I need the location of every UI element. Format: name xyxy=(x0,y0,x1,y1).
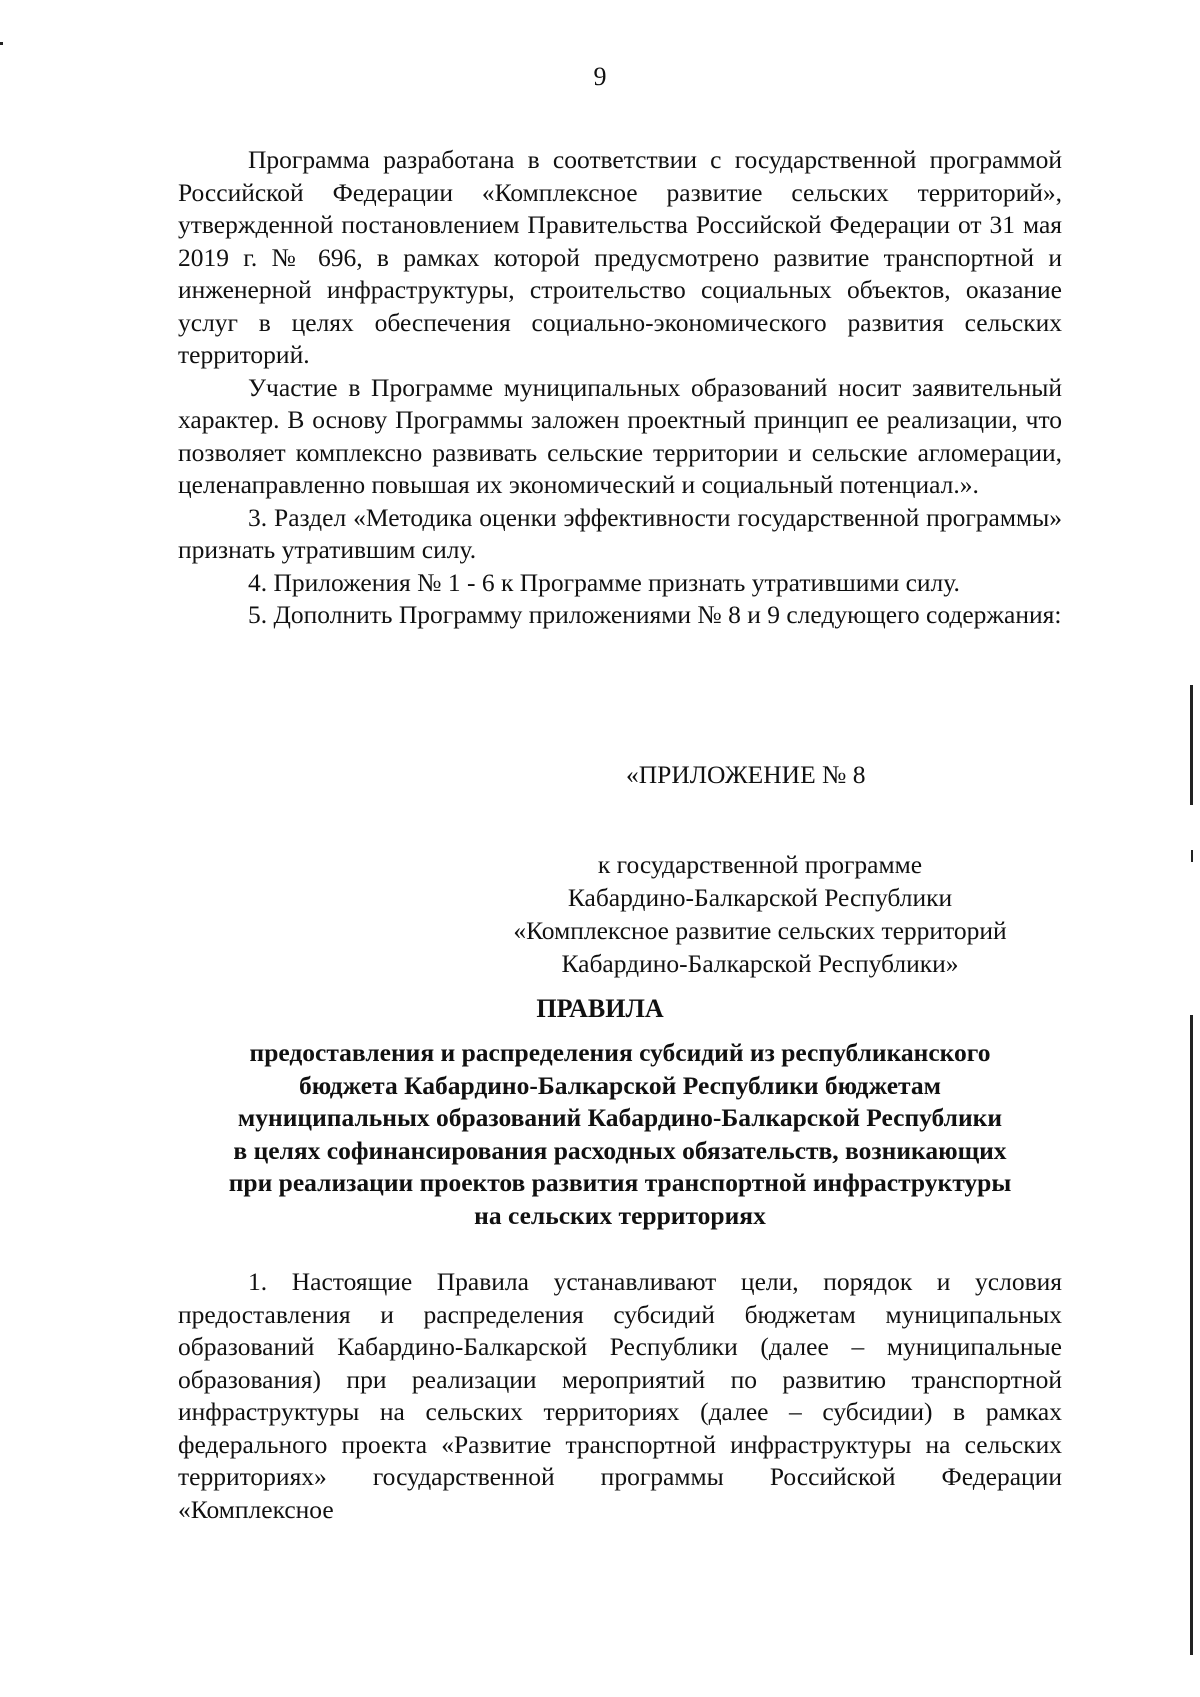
rules-title: ПРАВИЛА xyxy=(536,994,664,1023)
appendix-subtitle-line: Кабардино-Балкарской Республики xyxy=(567,883,953,912)
rules-subtitle-line: предоставления и распределения субсидий из республиканского xyxy=(249,1038,991,1067)
paragraph: 1. Настоящие Правила устанавливают цели, порядок и условия предоставления и распределения субсидий бюджетам муниципальных образований Кабардино-Балкарской Республики (далее – муниципальные образования) при реализации мероприятий по развитию транспортной инфраструктуры на сельских территориях (далее – субсидии) в рамках федерального проекта «Развитие транспортной инфраструктуры на сельских территориях» государственной программы Российской Федерации «Комплексное xyxy=(178,1267,1062,1524)
scan-edge-mark xyxy=(1191,850,1193,862)
rules-subtitle-line: при реализации проектов развития транспортной инфраструктуры xyxy=(228,1168,1012,1197)
rules-subtitle-line: в целях софинансирования расходных обязательств, возникающих xyxy=(233,1135,1007,1165)
scan-edge-mark xyxy=(1190,685,1193,805)
rules-subtitle-line: бюджета Кабардино-Балкарской Республики бюджетам xyxy=(298,1070,942,1100)
appendix-subtitle-line: Кабардино-Балкарской Республики» xyxy=(561,949,959,978)
body-text-top xyxy=(178,144,1062,632)
page-number: 9 xyxy=(593,62,607,91)
paragraph: 5. Дополнить Программу приложениями № 8 и 9 следующего содержания: xyxy=(248,600,1062,629)
appendix-subtitle xyxy=(470,848,1050,980)
appendix-subtitle-line: «Комплексное развитие сельских территорий xyxy=(513,916,1007,945)
paragraph: 3. Раздел «Методика оценки эффективности государственной программы» признать утратившим силу. xyxy=(178,502,1062,564)
paragraph: Участие в Программе муниципальных образований носит заявительный характер. В основу Программы заложен проектный принцип ее реализации, что позволяет комплексно развивать сельские территории и сельские агломерации, целенаправленно повышая их экономический и социальный потенциал.». xyxy=(178,372,1062,499)
rules-subtitle-line: муниципальных образований Кабардино-Балкарской Республики xyxy=(237,1103,1003,1132)
rules-subtitle xyxy=(170,1037,1070,1232)
paragraph: Программа разработана в соответствии с государственной программой Российской Федерации «Комплексное развитие сельских территорий», утвержденной постановлением Правительства Российской Федерации от 31 мая 2019 г. № 696, в рамках которой предусмотрено развитие транспортной и инженерной инфраструктуры, строительство социальных объектов, оказание услуг в целях обеспечения социально-экономического развития сельских территорий. xyxy=(178,145,1062,369)
scan-edge-mark xyxy=(0,42,3,45)
appendix-subtitle-line: к государственной программе xyxy=(597,850,923,879)
body-text-bottom xyxy=(178,1266,1062,1526)
rules-subtitle-line: на сельских территориях xyxy=(474,1200,766,1230)
paragraph: 4. Приложения № 1 - 6 к Программе признать утратившими силу. xyxy=(248,567,960,597)
scan-edge-mark xyxy=(1190,1015,1193,1655)
appendix-title: «ПРИЛОЖЕНИЕ № 8 xyxy=(626,760,866,789)
